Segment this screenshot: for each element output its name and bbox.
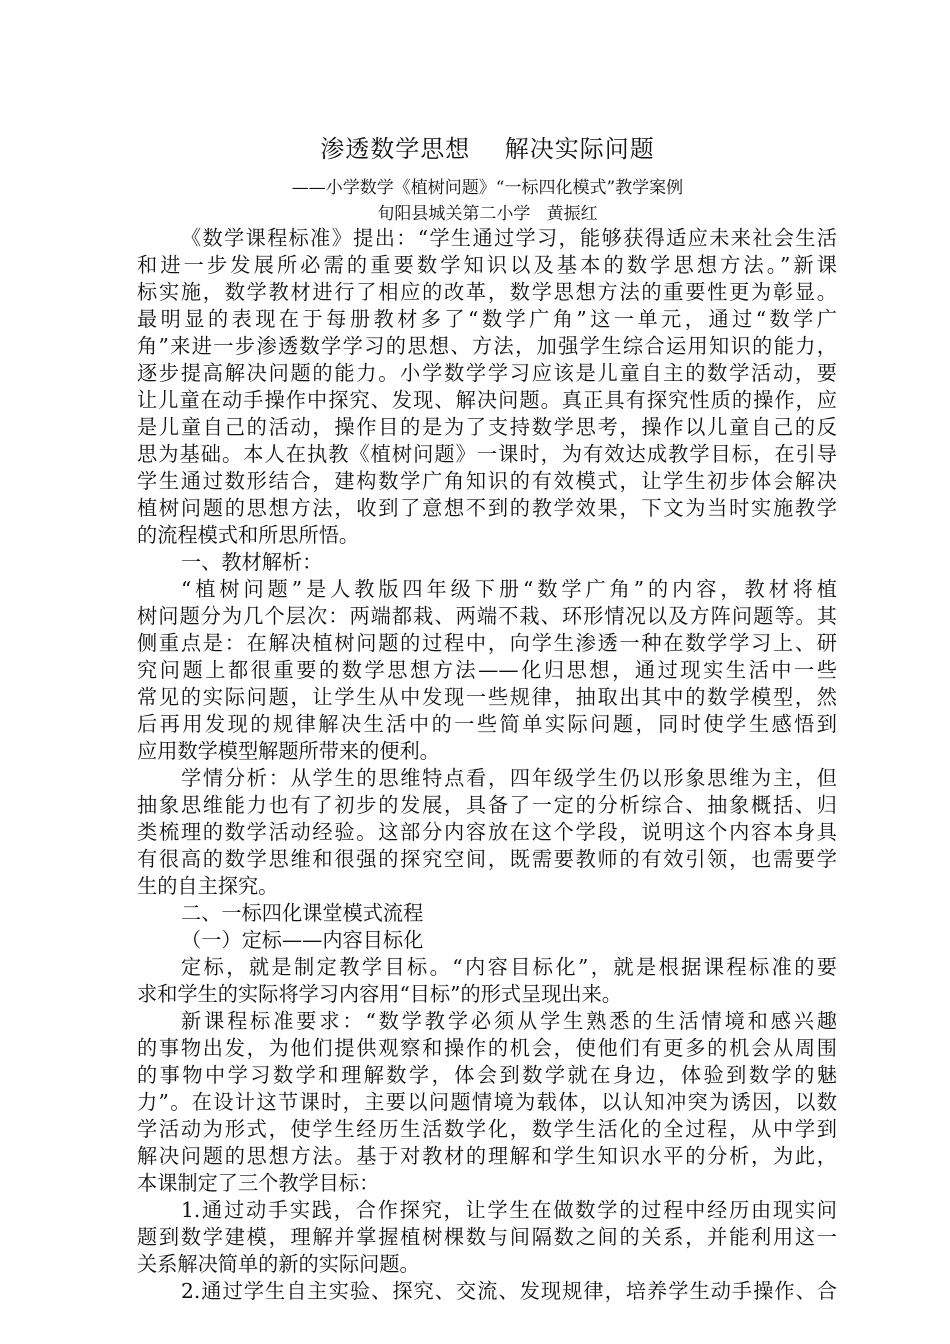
paragraph-line: 学活动为形式，使学生经历生活数学化，数学生活化的全过程，从中学到 [137,1117,837,1141]
paragraph-line: 一、教材解析： [181,550,323,574]
paragraph-line: 有很高的数学思维和很强的探究空间，既需要教师的有效引领，也需要学 [137,847,837,871]
paragraph-line: 本课制定了三个教学目标： [137,1171,380,1195]
paragraph-line: 和进一步发展所必需的重要数学知识以及基本的数学思想方法。”新课 [137,253,837,277]
paragraph-line: 解决问题的思想方法。基于对教材的理解和学生知识水平的分析，为此， [137,1144,837,1168]
paragraph-line: 1.通过动手实践，合作探究，让学生在做数学的过程中经历由现实问 [181,1198,837,1222]
document-body [137,225,837,1305]
paragraph-line: 的流程模式和所思所悟。 [137,523,360,547]
paragraph-line: 学生通过数形结合，建构数学广角知识的有效模式，让学生初步体会解决 [137,469,837,493]
paragraph-line: 逐步提高解决问题的能力。小学数学学习应该是儿童自主的数学活动，要 [137,361,837,385]
paragraph-line: “植树问题”是人教版四年级下册“数学广角”的内容，教材将植 [181,577,837,601]
document-subtitle: ——小学数学《植树问题》“一标四化模式”教学案例 [291,178,684,198]
paragraph-line: 让儿童在动手操作中探究、发现、解决问题。真正具有探究性质的操作，应 [137,388,837,412]
paragraph-line: （一）定标——内容目标化 [181,928,424,952]
paragraph-line: 侧重点是：在解决植树问题的过程中，向学生渗透一种在数学学习上、研 [137,631,837,655]
paragraph-line: 最明显的表现在于每册教材多了“数学广角”这一单元，通过“数学广 [137,307,837,331]
paragraph-line: 角”来进一步渗透数学学习的思想、方法，加强学生综合运用知识的能力， [137,334,837,358]
paragraph-line: 究问题上都很重要的数学思想方法——化归思想，通过现实生活中一些 [137,658,837,682]
paragraph-line: 力”。在设计这节课时，主要以问题情境为载体，以认知冲突为诱因，以数 [137,1090,837,1114]
paragraph-line: 题到数学建模，理解并掌握植树棵数与间隔数之间的关系，并能利用这一 [137,1225,837,1249]
paragraph-line: 抽象思维能力也有了初步的发展，具备了一定的分析综合、抽象概括、归 [137,793,837,817]
paragraph-line: 生的自主探究。 [137,874,279,898]
paragraph-line: 2.通过学生自主实验、探究、交流、发现规律，培养学生动手操作、合 [181,1279,837,1303]
paragraph-line: 思为基础。本人在执教《植树问题》一课时，为有效达成教学目标，在引导 [137,442,837,466]
paragraph-line: 类梳理的数学活动经验。这部分内容放在这个学段，说明这个内容本身具 [137,820,837,844]
paragraph-line: 关系解决简单的新的实际问题。 [137,1252,420,1276]
paragraph-line: 植树问题的思想方法，收到了意想不到的教学效果，下文为当时实施教学 [137,496,837,520]
paragraph-line: 定标，就是制定教学目标。“内容目标化”，就是根据课程标准的要 [181,955,837,979]
document-author: 旬阳县城关第二小学 黄振红 [377,204,598,224]
paragraph-line: 是儿童自己的活动，操作目的是为了支持数学思考，操作以儿童自己的反 [137,415,837,439]
paragraph-line: 后再用发现的规律解决生活中的一些简单实际问题，同时使学生感悟到 [137,712,837,736]
paragraph-line: 树问题分为几个层次：两端都栽、两端不栽、环形情况以及方阵问题等。其 [137,604,837,628]
paragraph-line: 新课程标准要求：“数学教学必须从学生熟悉的生活情境和感兴趣 [181,1009,837,1033]
paragraph-line: 标实施，数学教材进行了相应的改革，数学思想方法的重要性更为彰显。 [137,280,837,304]
paragraph-line: 常见的实际问题，让学生从中发现一些规律，抽取出其中的数学模型，然 [137,685,837,709]
paragraph-line: 的事物出发，为他们提供观察和操作的机会，使他们有更多的机会从周围 [137,1036,837,1060]
paragraph-line: 应用数学模型解题所带来的便利。 [137,739,440,763]
paragraph-line: 《数学课程标准》提出：“学生通过学习，能够获得适应未来社会生活 [181,226,837,250]
paragraph-line: 的事物中学习数学和理解数学，体会到数学就在身边，体验到数学的魅 [137,1063,837,1087]
paragraph-line: 学情分析：从学生的思维特点看，四年级学生仍以形象思维为主，但 [181,766,837,790]
paragraph-line: 求和学生的实际将学习内容用“目标”的形式呈现出来。 [137,982,622,1006]
document-title: 渗透数学思想 解决实际问题 [320,135,655,163]
paragraph-line: 二、一标四化课堂模式流程 [181,901,424,925]
